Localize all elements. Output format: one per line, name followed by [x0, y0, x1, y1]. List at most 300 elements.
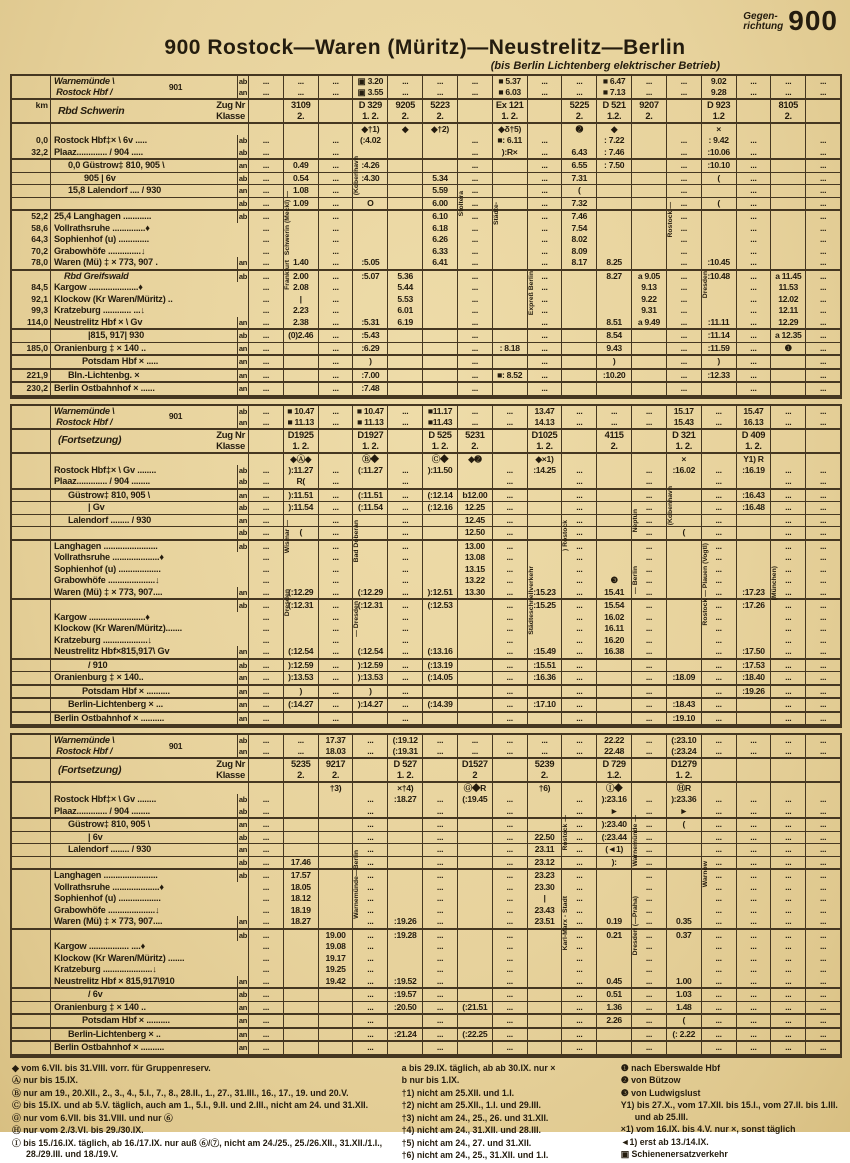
time-cell: :10.20 [596, 370, 631, 382]
time-cell [387, 173, 422, 185]
time-cell: ... [736, 271, 771, 283]
warn-route-ref: 901 [168, 411, 183, 421]
time-cell: ... [805, 211, 840, 223]
ab-an-marker: ab [238, 857, 247, 867]
ab-an-marker: ab [238, 503, 247, 512]
time-cell: ... [387, 672, 422, 684]
station-row [12, 173, 840, 186]
km-cell [12, 1042, 50, 1054]
time-cell: ... [631, 465, 666, 477]
time-cell: :7.48 [352, 383, 387, 395]
time-cell: ... [805, 564, 840, 576]
time-cell: ... [352, 1029, 387, 1041]
time-cell [596, 541, 631, 553]
time-cell [387, 198, 422, 210]
time-cell: ... [352, 832, 387, 844]
time-cell: ... [248, 844, 283, 856]
station-label: Neustrelitz Hbf×815,917\ Gv [54, 646, 170, 656]
train-symbol-cell [631, 454, 666, 465]
symbol-row [12, 454, 840, 465]
time-cell [492, 330, 527, 342]
warn-time-cell: ... ... [527, 735, 562, 757]
warn-time-cell: 9.02 9.28 [701, 76, 736, 98]
time-cell: ... [318, 271, 353, 283]
time-cell: ... [805, 465, 840, 477]
train-symbol-cell: Y1) R [736, 454, 771, 465]
time-cell: ... [387, 465, 422, 477]
time-cell [457, 819, 492, 831]
station-row [12, 976, 840, 990]
station-label: Kargow ........................♦ [54, 611, 150, 622]
time-cell: ... [527, 343, 562, 355]
time-cell: ... [770, 844, 805, 856]
time-cell: :18.09 [666, 672, 701, 684]
train-symbol-cell [283, 783, 318, 794]
station-row [12, 587, 840, 601]
time-cell: ... [805, 989, 840, 1001]
km-cell: 99,3 [31, 305, 48, 315]
time-cell [492, 383, 527, 395]
train-number-cell: D 729 1.2. [596, 759, 631, 781]
warn-label [50, 735, 248, 757]
time-cell: ... [736, 234, 771, 246]
train-number-cell [248, 430, 283, 452]
time-cell: ... [561, 575, 596, 587]
time-cell: (:12.29 [283, 587, 318, 599]
time-cell: 6.41 [422, 257, 457, 269]
time-cell [527, 552, 562, 564]
time-cell: ... [701, 794, 736, 806]
time-cell: ... [248, 160, 283, 172]
time-cell: ... [701, 976, 736, 988]
km-cell [12, 552, 50, 564]
time-cell: 8.02 [561, 234, 596, 246]
time-cell: (◄1) [596, 844, 631, 856]
time-cell: ... [387, 564, 422, 576]
time-cell: ... [736, 1042, 771, 1054]
time-cell: ... [457, 211, 492, 223]
time-cell [631, 223, 666, 235]
time-cell [527, 686, 562, 698]
time-cell: ... [248, 246, 283, 258]
time-cell: ... [770, 686, 805, 698]
time-cell [492, 173, 527, 185]
train-number-cell [561, 430, 596, 452]
time-cell: ... [736, 173, 771, 185]
station-label-cell [50, 383, 248, 395]
time-cell: ... [805, 383, 840, 395]
time-cell [283, 356, 318, 368]
time-cell [666, 870, 701, 882]
train-number-cell [492, 430, 527, 452]
time-cell [631, 173, 666, 185]
time-cell: ... [561, 552, 596, 564]
km-cell [12, 989, 50, 1001]
time-cell: ... [387, 699, 422, 711]
time-cell: ... [770, 575, 805, 587]
time-cell: 2.00 [283, 271, 318, 283]
time-cell: ... [352, 964, 387, 976]
time-cell [352, 234, 387, 246]
ab-an-marker: an [238, 686, 247, 696]
time-cell: :10.06 [701, 147, 736, 159]
time-cell: ... [422, 1015, 457, 1027]
time-cell: ... [736, 383, 771, 395]
time-cell: ( [666, 819, 701, 831]
time-cell: ... [561, 870, 596, 882]
time-cell: 15.54 [596, 600, 631, 612]
time-cell: ... [736, 223, 771, 235]
time-cell: ... [805, 198, 840, 210]
gegenrichtung-label [743, 8, 783, 32]
train-route-vertical-label: Warnow [701, 861, 709, 888]
station-row [12, 660, 840, 673]
km-cell [12, 1002, 50, 1014]
station-row [12, 343, 840, 357]
time-cell: ... [666, 282, 701, 294]
time-cell: 9.43 [596, 343, 631, 355]
time-cell: ... [457, 294, 492, 306]
time-cell: ... [492, 686, 527, 698]
train-symbol-cell: Ⓖ◆R [457, 783, 492, 794]
time-cell [701, 383, 736, 395]
time-cell: 0.51 [596, 989, 631, 1001]
time-cell [457, 623, 492, 635]
time-cell: ... [248, 383, 283, 395]
time-cell: ... [561, 635, 596, 647]
time-cell [283, 564, 318, 576]
ab-an-marker: an [238, 587, 247, 597]
time-cell: ... [561, 905, 596, 917]
time-cell: ... [527, 271, 562, 283]
warn-time-cell: ... ... [631, 76, 666, 98]
time-cell: 12.50 [457, 527, 492, 539]
time-cell: ... [805, 234, 840, 246]
time-cell: 8.25 [596, 257, 631, 269]
time-cell [318, 989, 353, 1001]
time-cell: ... [736, 317, 771, 329]
station-label: Langhagen ....................... [54, 870, 158, 880]
time-cell: ... [352, 794, 387, 806]
time-cell: :19.52 [387, 976, 422, 988]
time-cell: ... [527, 294, 562, 306]
time-cell: ):23.40 [596, 819, 631, 831]
train-symbol-cell [352, 783, 387, 794]
time-cell: ... [527, 305, 562, 317]
warn-time-cell: ... ... [805, 76, 840, 98]
warn-label [50, 76, 248, 98]
train-symbol-cell: ➋ [561, 124, 596, 135]
time-cell [387, 356, 422, 368]
warn-time-cell: ... ... [318, 76, 353, 98]
warn-time-cell: ... ... [248, 76, 283, 98]
time-cell: 7.54 [561, 223, 596, 235]
time-cell [770, 135, 805, 147]
time-cell [631, 185, 666, 197]
time-cell: ... [805, 612, 840, 624]
time-cell: ):11.27 [283, 465, 318, 477]
station-row [12, 893, 840, 905]
km-cell [12, 623, 50, 635]
ab-an-marker: an [238, 1043, 247, 1052]
time-cell: ... [492, 905, 527, 917]
time-cell: ... [770, 541, 805, 553]
station-label: Rostock Hbf‡× \ Gv ........ [54, 794, 157, 804]
time-cell: ... [770, 623, 805, 635]
station-row [12, 294, 840, 306]
station-row [12, 1015, 840, 1029]
time-cell [283, 953, 318, 965]
time-cell [492, 257, 527, 269]
time-cell: ... [805, 623, 840, 635]
time-cell [457, 882, 492, 894]
time-cell [318, 916, 353, 928]
time-cell: ... [701, 832, 736, 844]
time-cell [666, 953, 701, 965]
km-cell [12, 564, 50, 576]
time-cell [527, 794, 562, 806]
time-cell: ... [561, 713, 596, 725]
time-cell [457, 672, 492, 684]
time-cell [736, 564, 771, 576]
station-label-cell [50, 857, 248, 869]
station-row [12, 211, 840, 223]
station-row [12, 147, 840, 161]
time-cell [457, 953, 492, 965]
time-cell: ... [631, 515, 666, 527]
time-cell [666, 1042, 701, 1054]
time-cell: ... [248, 916, 283, 928]
train-number-cell [736, 759, 771, 781]
time-cell: ... [770, 1029, 805, 1041]
time-cell: ... [492, 564, 527, 576]
symbol-row [12, 783, 840, 794]
time-cell: ... [352, 819, 387, 831]
train-number-cell: 9205 2. [387, 100, 422, 122]
train-number-cell: D 321 1. 2. [666, 430, 701, 452]
km-cell [12, 185, 50, 197]
time-cell: ... [701, 989, 736, 1001]
time-cell: (:12.29 [352, 587, 387, 599]
time-cell: :10.45 [701, 257, 736, 269]
ab-an-marker: an [238, 1016, 247, 1025]
station-label: Güstrow‡ 810, 905 \ [68, 819, 150, 829]
time-cell [422, 476, 457, 488]
time-cell: 12.02 [770, 294, 805, 306]
time-cell: ... [352, 1002, 387, 1014]
time-cell: ... [805, 223, 840, 235]
time-cell [631, 211, 666, 223]
station-row [12, 794, 840, 806]
time-cell: ... [457, 223, 492, 235]
km-cell [12, 490, 50, 502]
time-cell: ... [422, 930, 457, 942]
time-cell: ... [701, 844, 736, 856]
station-label: / 6v [88, 989, 103, 999]
train-route-vertical-label: (Kobenhavn [666, 485, 674, 525]
time-cell: ... [248, 294, 283, 306]
station-label-cell [50, 882, 248, 894]
station-row [12, 635, 840, 647]
train-route-vertical-label: ) Rostock [562, 520, 570, 551]
time-cell: 5.53 [387, 294, 422, 306]
train-number-cell: D 923 1.2 [701, 100, 736, 122]
time-cell [561, 317, 596, 329]
station-row [12, 905, 840, 917]
train-symbol-cell [248, 124, 283, 135]
train-symbol-cell [701, 454, 736, 465]
train-number-cell: D 521 1.2. [596, 100, 631, 122]
ab-an-marker: ab [238, 198, 247, 208]
train-number-cell [736, 100, 771, 122]
km-cell [12, 893, 50, 905]
time-cell: ... [805, 905, 840, 917]
time-cell: ... [318, 370, 353, 382]
time-cell: ... [736, 806, 771, 818]
ab-an-marker: ab [238, 990, 247, 999]
footnote-line: †1) nicht am 25.XII. und 1.I. [401, 1087, 515, 1098]
time-cell: ... [318, 223, 353, 235]
time-cell [527, 502, 562, 514]
time-cell: ... [631, 541, 666, 553]
time-cell: ... [352, 916, 387, 928]
time-cell: ):23.36 [666, 794, 701, 806]
station-row [12, 257, 840, 271]
time-cell: ... [805, 794, 840, 806]
warnemuende-row [12, 735, 840, 759]
time-cell: 9.13 [631, 282, 666, 294]
km-cell [12, 735, 50, 757]
time-cell: ... [422, 1042, 457, 1054]
time-cell: ... [318, 527, 353, 539]
time-cell: ... [492, 660, 527, 672]
time-cell: :19.26 [387, 916, 422, 928]
time-cell [283, 1042, 318, 1054]
time-cell: ... [805, 713, 840, 725]
ab-an-marker: ab [238, 212, 247, 221]
time-cell [561, 356, 596, 368]
train-symbol-cell [248, 454, 283, 465]
time-cell [422, 317, 457, 329]
time-cell: ■: 8.52 [492, 370, 527, 382]
time-cell: :17.23 [736, 587, 771, 599]
time-cell: ... [248, 794, 283, 806]
train-symbol-cell: ◆×1) [527, 454, 562, 465]
station-row [12, 541, 840, 553]
warn-time-cell: ... ... [561, 76, 596, 98]
km-cell [12, 916, 50, 928]
time-cell: ... [805, 976, 840, 988]
station-row [12, 160, 840, 173]
time-cell: ... [736, 185, 771, 197]
station-row [12, 465, 840, 477]
page-number: 900 [788, 5, 838, 36]
time-cell: ... [387, 646, 422, 658]
time-cell: ... [770, 564, 805, 576]
time-cell: (:11.51 [352, 490, 387, 502]
time-cell: 2.38 [283, 317, 318, 329]
time-cell: ... [736, 1002, 771, 1014]
time-cell: ... [805, 356, 840, 368]
time-cell: ... [701, 930, 736, 942]
time-cell: 2.23 [283, 305, 318, 317]
time-cell: ... [770, 893, 805, 905]
time-cell: ... [422, 964, 457, 976]
time-cell: ... [527, 173, 562, 185]
train-symbol-cell [527, 124, 562, 135]
km-cell: 84,5 [31, 282, 48, 292]
time-cell: 0.35 [666, 916, 701, 928]
time-cell [318, 1042, 353, 1054]
time-cell: ... [701, 612, 736, 624]
station-label-cell [50, 1002, 248, 1014]
section-left-label: Rbd Schwerin [58, 104, 125, 117]
time-cell: 23.23 [527, 870, 562, 882]
time-cell [283, 623, 318, 635]
time-cell: ... [736, 819, 771, 831]
time-cell: :5.07 [352, 271, 387, 283]
train-number-cell: 4115 2. [596, 430, 631, 452]
station-label: 25,4 Langhagen ............ [54, 211, 152, 221]
time-cell: ... [387, 635, 422, 647]
time-cell [736, 575, 771, 587]
time-cell [352, 294, 387, 306]
time-cell: ... [318, 575, 353, 587]
km-cell: 32,2 [31, 146, 48, 157]
km-cell [12, 1015, 50, 1027]
time-cell [318, 806, 353, 818]
footnote-line: †5) nicht am 24., 27. und 31.XII. [401, 1137, 532, 1148]
time-cell: ... [770, 819, 805, 831]
time-cell: ... [736, 1029, 771, 1041]
time-cell: ... [561, 490, 596, 502]
time-cell: ... [701, 465, 736, 477]
time-cell [318, 794, 353, 806]
time-cell: ... [736, 343, 771, 355]
km-cell [12, 465, 50, 477]
time-cell: ... [701, 893, 736, 905]
ab-an-marker: ab [238, 271, 247, 281]
time-cell: ... [248, 1042, 283, 1054]
warn-time-cell: ... ... [770, 735, 805, 757]
station-label: Kratzeburg ............ ...↓ [54, 305, 145, 315]
time-cell: ... [701, 476, 736, 488]
ab-an-marker: an [238, 258, 247, 267]
time-cell: ... [770, 527, 805, 539]
time-cell: ... [492, 490, 527, 502]
time-cell: :15.49 [527, 646, 562, 658]
time-cell [561, 294, 596, 306]
warn-time-cell: ... ... [631, 735, 666, 757]
time-cell: 1.48 [666, 1002, 701, 1014]
time-cell [770, 198, 805, 210]
station-label-cell [50, 646, 248, 658]
time-cell: ... [492, 893, 527, 905]
warn-ab-an: ab an [238, 77, 247, 97]
time-cell: ... [736, 257, 771, 269]
station-row [12, 819, 840, 832]
train-symbol-cell [701, 783, 736, 794]
time-cell: ... [492, 1015, 527, 1027]
station-label-cell [50, 930, 248, 942]
time-cell [422, 370, 457, 382]
ab-an-marker: an [238, 384, 247, 393]
time-cell: ... [492, 612, 527, 624]
warn-time-cell: ■11.17 ■11.43 [422, 406, 457, 428]
symbol-label-cell [50, 124, 248, 135]
time-cell: :21.24 [387, 1029, 422, 1041]
time-cell [596, 905, 631, 917]
